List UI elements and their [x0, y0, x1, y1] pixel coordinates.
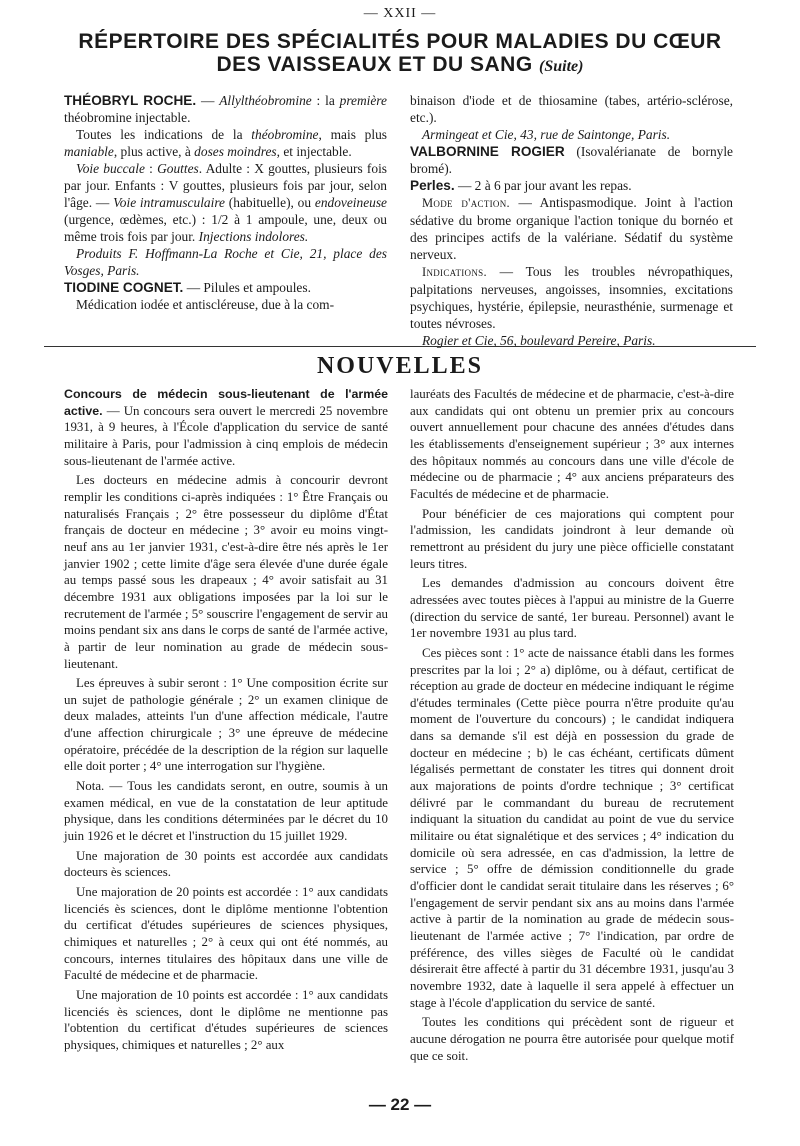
concours-lead — [64, 386, 388, 469]
title-suite: (Suite) — [539, 58, 584, 75]
section-divider — [44, 346, 756, 347]
concours-heading: Concours de médecin sous-lieutenant de l'armée active. — [64, 387, 388, 418]
theobryl-p2-d: , et injectable. — [276, 144, 352, 159]
theobryl-p3-gouttes: Gouttes — [157, 161, 199, 176]
repertoire-right-column — [410, 92, 733, 349]
repertoire-left-column — [64, 92, 387, 313]
theobryl-subtitle: Allylthéobromine — [219, 93, 312, 108]
tiodine-desc: — Pilules et ampoules. — [183, 280, 311, 295]
theobryl-p2-b: , mais plus — [318, 127, 387, 142]
theobryl-p3-endo: endoveineuse — [314, 195, 388, 210]
nouvelles-left-column — [64, 386, 388, 1057]
theobryl-p3-b: . Adulte : X gouttes, plusieurs fois par jour. Enfants : V gouttes, plusieurs fois par jour, selon l'âge. — — [64, 161, 387, 210]
theobryl-p3-a: : — [144, 161, 158, 176]
valbornine-mode-text: — Antispasmodique. Joint à l'action sédative du brome organique l'action tonique du bornéo et des principes actifs de la valériane. Sédatif du système nerveux. — [410, 195, 734, 262]
concours-right-paragraph-3: Ces pièces sont : 1° acte de naissance établi dans les formes prescrites par la loi ; 2° a) diplôme, ou à défaut, certificat de réception au grade de docteur en médecine indiquant le régime d'études terminales (Cette pièce pourra n'être produite qu'au moment de l'ouverture du concours) ; le candidat indiquera dans sa demande s'il est déjà en possession du grade de docteur en médecine ; b) le cas échéant, certificats dûment légalisés permettant de constater les titres qui donnent droit aux majorations de points d'ordre technique ; 3° certificat délivré par le commandant du bureau de recrutement indiquant la situation du candidat au point de vue du service militaire ou état signalétique et des services ; 4° indication du domicile où sera adressée, en cas d'admission, la lettre de service ; 5° offre de démission conditionnelle du grade d'officier dont le candidat serait titulaire dans les réserves ; 6° l'engagement de servir pendant six ans au moins dans l'armée active à partir de la nomination au grade de médecin sous-lieutenant de l'armée active ; 7° l'indication, par ordre de préférence, des villes sièges de Faculté où le candidat désirerait être affecté à partir du 31 décembre 1931, jusqu'au 3 novembre 1932, date à laquelle il sera appelé à effectuer un stage à l'école d'application du service de santé. — [410, 645, 734, 1010]
folio-bottom: — 22 — — [368, 1095, 432, 1114]
title-line-2-text: DES VAISSEAUX ET DU SANG — [216, 53, 533, 76]
concours-paragraph-1: Les docteurs en médecine admis à concourir devront remplir les conditions ci-après indiquées : 1° Être Français ou naturalisés Français ; 2° être possesseur du diplôme d'État français de docteur en médecine ; 3° avoir eu moins vingt-neuf ans au 1er janvier 1931, c'est-à-dire être nés après le 1er janvier 1902 ; cette limite d'âge sera élevée d'une durée égale au temps passé sous les drapeaux ; 4° avoir satisfait au 31 décembre 1931 aux obligations imposées par la loi sur le recrutement de l'armée ; 5° souscrire l'engagement de servir au moins pendant six ans dans le corps de santé de l'armée active, à partir de leur nomination au grade de médecin sous-lieutenant. — [64, 473, 388, 671]
theobryl-dash: — — [196, 93, 220, 108]
theobryl-p3-voie: Voie buccale — [76, 161, 145, 176]
concours-paragraph-2: Les épreuves à subir seront : 1° Une composition écrite sur un sujet de pathologie générale ; 2° un examen clinique de deux malades, atteints l'un d'une affection médicale, l'autre d'une affection chirurgicale ; 3° une épreuve de médecine opératoire, précédée de la description de la région sur laquelle elle doit porter ; 4° une interrogation sur l'hygiène. — [64, 676, 388, 774]
concours-paragraph-5: Une majoration de 20 points est accordée : 1° aux candidats licenciés ès sciences, dont le diplôme mentionne l'obtention du certificat d'études supérieures de sciences physiques, chimiques et naturelles ; 2° à ceux qui ont été nommés, au concours, internes titulaires des hôpitaux dans une ville de Faculté de médecine et de pharmacie. — [64, 885, 388, 983]
tiodine-address: Armingeat et Cie, 43, rue de Saintonge, Paris. — [422, 127, 671, 142]
tiodine-text-part1: Médication iodée et antiscléreuse, due à la com- — [76, 297, 335, 312]
valbornine-mode-label: Mode d'action. — [422, 196, 510, 210]
theobryl-p3-inj: Injections indolores. — [198, 229, 309, 244]
concours-right-paragraph-2: Les demandes d'admission au concours doivent être adressées avec toutes pièces à l'appui au ministre de la Guerre (direction du service de santé, 1er bureau. Personnel) avant le 1er novembre 1931 au plus tard. — [410, 576, 734, 641]
valbornine-ind-text: — Tous les troubles névropathiques, palpitations nerveuses, angoisses, insomnies, excitations psychiques, hystérie, épilepsie, neurasthénie, surmenage et toutes névroses. — [410, 264, 733, 331]
title-line-1: RÉPERTOIRE DES SPÉCIALITÉS POUR MALADIES DU CŒUR — [78, 30, 722, 53]
concours-right-paragraph-1: Pour bénéficier de ces majorations qui comptent pour l'admission, les candidats joindront à leur demande où remettront au président du jury une pièce officielle constatant leurs titres. — [410, 506, 734, 571]
theobryl-posologie — [64, 160, 387, 245]
concours-right-paragraph-0: lauréats des Facultés de médecine et de pharmacie, c'est-à-dire aux candidats qui ont obtenu un premier prix au concours ouvert annuellement pour chacune des années d'études dans les établissements d'enseignement supérieur ; 3° aux internes des hôpitaux nommés au concours dans une ville d'école de médecine ou de pharmacie ; 4° aux anciens préparateurs des Facultés de médecine et de pharmacie. — [410, 387, 734, 501]
theobryl-p2-c: , plus active, à — [113, 144, 195, 159]
nouvelles-title: NOUVELLES — [316, 353, 484, 379]
concours-right-paragraph-4: Toutes les conditions qui précèdent sont de rigueur et aucune dérogation ne pourra être autorisée pour quelque motif que ce soit. — [410, 1015, 734, 1063]
nouvelles-right-column — [410, 386, 734, 1067]
theobryl-p2-doses: doses moindres — [194, 144, 277, 159]
theobryl-intro — [64, 92, 387, 126]
theobryl-indications — [64, 126, 387, 160]
theobryl-p2-maniable: maniable — [64, 144, 114, 159]
valbornine-perles-label: Perles. — [410, 178, 455, 193]
theobryl-address: Produits F. Hoffmann-La Roche et Cie, 21, place des Vosges, Paris. — [64, 246, 387, 278]
concours-paragraph-4: Une majoration de 30 points est accordée aux candidats docteurs ès sciences. — [64, 848, 388, 880]
theobryl-p2-theo: théobromine — [251, 127, 319, 142]
valbornine-intro — [410, 143, 733, 177]
valbornine-mode — [410, 194, 733, 263]
title-line-2 — [40, 53, 760, 78]
repertoire-title — [40, 30, 760, 78]
theobryl-premiere: première — [339, 93, 387, 108]
tiodine-name: TIODINE COGNET. — [64, 280, 184, 295]
theobryl-desc-a: : la — [311, 93, 340, 108]
theobryl-p3-vim: Voie intramusculaire — [113, 195, 225, 210]
concours-paragraph-0: — Un concours sera ouvert le mercredi 25 novembre 1931, à 9 heures, à l'École d'application du service de santé militaire à Paris, pour l'admission à cinq emplois de médecin sous-lieutenant de l'armée active. — [64, 403, 388, 468]
valbornine-address: Rogier et Cie, 56, boulevard Pereire, Paris. — [422, 333, 656, 348]
valbornine-name: VALBORNINE ROGIER — [410, 144, 565, 159]
theobryl-p2-a: Toutes les indications de la — [76, 127, 252, 142]
tiodine-intro — [64, 279, 387, 296]
concours-paragraph-3: Nota. — Tous les candidats seront, en outre, soumis à un examen médical, en vue de la constatation de leur aptitude physique, dans les conditions déterminées par le décret du 10 juin 1926 et le décret et l'instruction du 15 juillet 1929. — [64, 779, 388, 844]
valbornine-perles-text: — 2 à 6 par jour avant les repas. — [454, 178, 632, 193]
theobryl-p3-c: (habituelle), ou — [225, 195, 315, 210]
theobryl-desc-b: théobromine injectable. — [64, 110, 191, 125]
theobryl-name: THÉOBRYL ROCHE. — [64, 93, 197, 108]
tiodine-text-part2: binaison d'iode et de thiosamine (tabes, artério-sclérose, etc.). — [410, 93, 733, 125]
folio-top: — XXII — — [363, 6, 437, 21]
theobryl-p3-d: (urgence, œdèmes, etc.) : 1/2 à 1 ampoule, une, deux ou même trois fois par jour. — [64, 212, 387, 244]
concours-paragraph-6: Une majoration de 10 points est accordée : 1° aux candidats licenciés ès sciences, dont le diplôme ne mentionne pas l'obtention du certificat d'études supérieures de sciences physiques, chimiques et naturelles ; 2° aux — [64, 987, 388, 1052]
valbornine-ind-label: Indications. — [422, 265, 487, 279]
valbornine-indications — [410, 263, 733, 332]
valbornine-desc: (Isovalérianate de bornyle bromé). — [410, 144, 734, 176]
valbornine-perles — [410, 177, 733, 194]
